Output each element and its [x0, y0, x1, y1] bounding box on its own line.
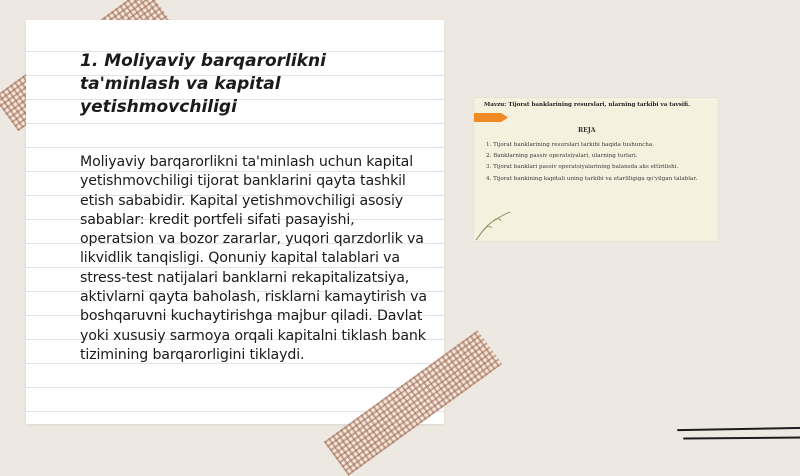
decorative-brush-stroke — [683, 436, 800, 439]
thumbnail-plan-item: 2. Banklarning passiv operatsiyalari, ularning turlari. — [486, 153, 638, 160]
slide-body-text: Moliyaviy barqarorlikni ta'minlash uchun kapital yetishmovchiligi tijorat banklarini qayta tashkil etish sababidir. Kapital yetishmovchiligi asosiy sabablar: kredit portfeli sifati pasayishi, operatsion va bozor zararlar, yuqori qarzdorlik va likvidlik tanqisligi. Qonuniy kapital talablari va stress-test natijalari banklarni rekapitalizatsiya, aktivlarni qayta baholash, risklarni kamaytirish va boshqaruvni kuchaytirishga majbur qiladi. Davlat yoki xususiy sarmoya orqali kapitalni tiklash bank tizimining barqarorligini tiklaydi. — [80, 154, 427, 363]
decorative-brush-stroke — [677, 427, 800, 431]
slide-thumbnail-image — [474, 98, 718, 241]
thumbnail-plan-item: 4. Tijorat bankining kapitali uning tarkibi va etarliligiga qo'yilgan talablar. — [486, 175, 698, 182]
thumbnail-header: Mavzu: Tijorat banklarining resurslari, ularning tarkibi va tavsifi. — [484, 102, 691, 108]
thumbnail-plan-item: 3. Tijorat banklari passiv operatsiyalarining balansda aks ettirilishi. — [486, 164, 679, 171]
thumbnail-plan-list — [486, 141, 711, 186]
thumbnail-plan-heading: REJA — [578, 127, 596, 134]
slide-title: 1. Moliyaviy barqarorlikni ta'minlash va kapital yetishmovchiligi — [80, 51, 326, 117]
vine-decoration-icon — [474, 210, 514, 241]
orange-arrow-icon — [474, 113, 508, 122]
thumbnail-plan-item: 1. Tijorat banklarining resurslari tarkibi haqida tushuncha. — [486, 142, 654, 148]
